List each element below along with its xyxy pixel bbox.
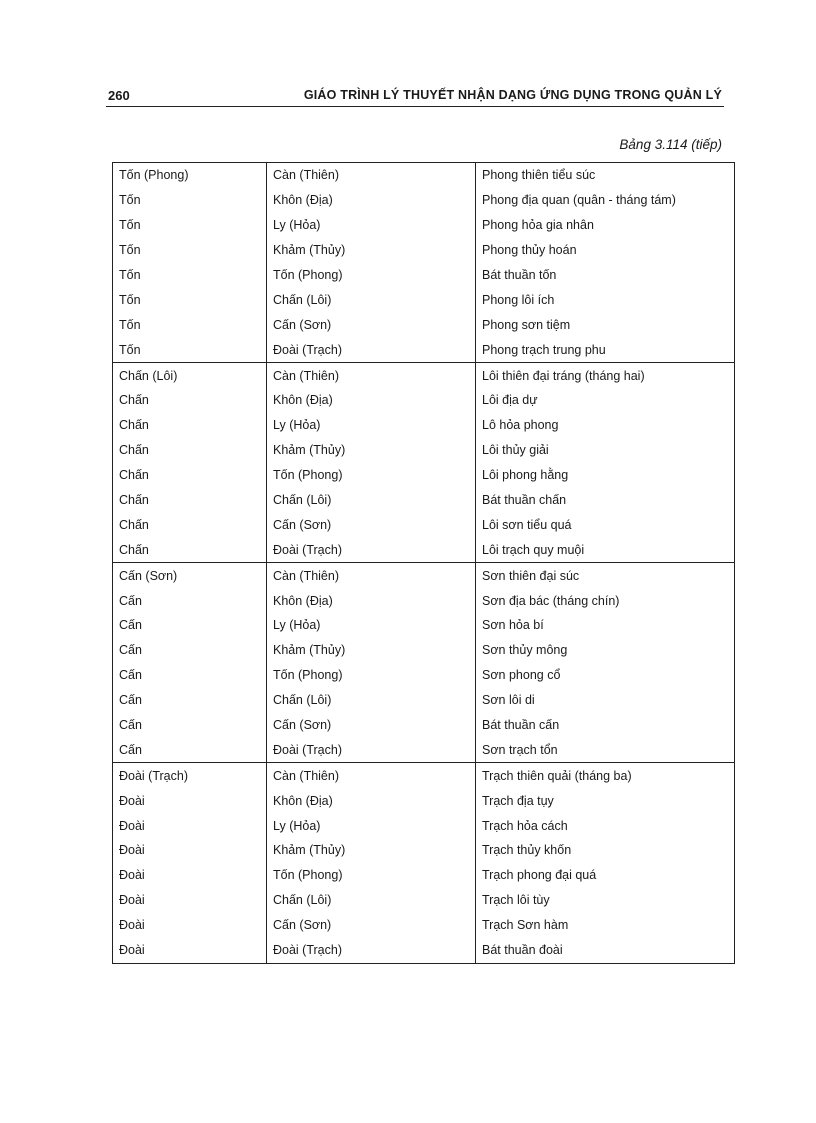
upper-trigram-cell: Cấn xyxy=(113,713,267,738)
hexagram-name-cell: Sơn thiên đại súc xyxy=(476,563,735,588)
lower-trigram-cell: Tốn (Phong) xyxy=(267,863,476,888)
table-row xyxy=(113,838,735,863)
hexagram-name-cell: Lôi trạch quy muội xyxy=(476,537,735,562)
lower-trigram-cell: Càn (Thiên) xyxy=(267,563,476,588)
table-row xyxy=(113,913,735,938)
upper-trigram-cell: Tốn xyxy=(113,263,267,288)
table-row xyxy=(113,413,735,438)
hexagram-name-cell: Sơn địa bác (tháng chín) xyxy=(476,588,735,613)
upper-trigram-cell: Chấn xyxy=(113,512,267,537)
lower-trigram-cell: Khôn (Địa) xyxy=(267,788,476,813)
table-row xyxy=(113,588,735,613)
hexagram-name-cell: Sơn thủy mông xyxy=(476,638,735,663)
upper-trigram-cell: Cấn xyxy=(113,663,267,688)
upper-trigram-cell: Đoài xyxy=(113,813,267,838)
hexagram-name-cell: Bát thuần chấn xyxy=(476,488,735,513)
table-row xyxy=(113,688,735,713)
table-row xyxy=(113,563,735,588)
hexagram-name-cell: Lôi thủy giải xyxy=(476,438,735,463)
hexagram-name-cell: Trạch thiên quải (tháng ba) xyxy=(476,763,735,788)
table-group xyxy=(113,563,735,763)
table-group xyxy=(113,363,735,563)
lower-trigram-cell: Ly (Hỏa) xyxy=(267,413,476,438)
table-row xyxy=(113,238,735,263)
lower-trigram-cell: Đoài (Trạch) xyxy=(267,938,476,963)
hexagram-name-cell: Phong thủy hoán xyxy=(476,238,735,263)
lower-trigram-cell: Cấn (Sơn) xyxy=(267,512,476,537)
table-row xyxy=(113,188,735,213)
hexagram-name-cell: Phong hỏa gia nhân xyxy=(476,213,735,238)
table-row xyxy=(113,788,735,813)
upper-trigram-cell: Chấn xyxy=(113,413,267,438)
upper-trigram-cell: Đoài xyxy=(113,863,267,888)
upper-trigram-cell: Tốn xyxy=(113,287,267,312)
table-row xyxy=(113,388,735,413)
upper-trigram-cell: Tốn xyxy=(113,337,267,362)
lower-trigram-cell: Chấn (Lôi) xyxy=(267,287,476,312)
lower-trigram-cell: Càn (Thiên) xyxy=(267,363,476,388)
page-header xyxy=(106,86,724,107)
upper-trigram-cell: Đoài xyxy=(113,913,267,938)
table-row xyxy=(113,938,735,963)
lower-trigram-cell: Ly (Hỏa) xyxy=(267,613,476,638)
hexagram-name-cell: Bát thuần cấn xyxy=(476,713,735,738)
table-row xyxy=(113,713,735,738)
lower-trigram-cell: Chấn (Lôi) xyxy=(267,688,476,713)
upper-trigram-cell: Đoài xyxy=(113,888,267,913)
lower-trigram-cell: Tốn (Phong) xyxy=(267,263,476,288)
table-row xyxy=(113,438,735,463)
upper-trigram-cell: Chấn xyxy=(113,388,267,413)
hexagram-table xyxy=(112,162,735,964)
table-row xyxy=(113,737,735,762)
lower-trigram-cell: Ly (Hỏa) xyxy=(267,813,476,838)
lower-trigram-cell: Khôn (Địa) xyxy=(267,588,476,613)
upper-trigram-cell: Chấn (Lôi) xyxy=(113,363,267,388)
table-row xyxy=(113,463,735,488)
table-row xyxy=(113,888,735,913)
lower-trigram-cell: Khảm (Thủy) xyxy=(267,838,476,863)
hexagram-name-cell: Trạch phong đại quá xyxy=(476,863,735,888)
hexagram-name-cell: Bát thuần đoài xyxy=(476,938,735,963)
table-row xyxy=(113,312,735,337)
table-row xyxy=(113,337,735,362)
table-row xyxy=(113,213,735,238)
running-title: GIÁO TRÌNH LÝ THUYẾT NHẬN DẠNG ỨNG DỤNG TRONG QUẢN LÝ xyxy=(303,88,722,102)
table-row xyxy=(113,813,735,838)
hexagram-name-cell: Trạch Sơn hàm xyxy=(476,913,735,938)
upper-trigram-cell: Tốn xyxy=(113,238,267,263)
hexagram-name-cell: Sơn lôi di xyxy=(476,688,735,713)
hexagram-name-cell: Phong địa quan (quân - tháng tám) xyxy=(476,188,735,213)
upper-trigram-cell: Đoài xyxy=(113,788,267,813)
lower-trigram-cell: Cấn (Sơn) xyxy=(267,713,476,738)
lower-trigram-cell: Chấn (Lôi) xyxy=(267,888,476,913)
lower-trigram-cell: Khôn (Địa) xyxy=(267,188,476,213)
upper-trigram-cell: Tốn (Phong) xyxy=(113,163,267,188)
lower-trigram-cell: Đoài (Trạch) xyxy=(267,537,476,562)
hexagram-name-cell: Phong sơn tiệm xyxy=(476,312,735,337)
upper-trigram-cell: Cấn (Sơn) xyxy=(113,563,267,588)
lower-trigram-cell: Khảm (Thủy) xyxy=(267,238,476,263)
lower-trigram-cell: Đoài (Trạch) xyxy=(267,737,476,762)
hexagram-name-cell: Sơn hỏa bí xyxy=(476,613,735,638)
lower-trigram-cell: Tốn (Phong) xyxy=(267,663,476,688)
hexagram-name-cell: Lôi địa dự xyxy=(476,388,735,413)
upper-trigram-cell: Cấn xyxy=(113,638,267,663)
lower-trigram-cell: Khảm (Thủy) xyxy=(267,638,476,663)
table-row xyxy=(113,287,735,312)
table-row xyxy=(113,537,735,562)
hexagram-name-cell: Phong trạch trung phu xyxy=(476,337,735,362)
upper-trigram-cell: Đoài (Trạch) xyxy=(113,763,267,788)
hexagram-name-cell: Trạch thủy khốn xyxy=(476,838,735,863)
table-row xyxy=(113,263,735,288)
lower-trigram-cell: Tốn (Phong) xyxy=(267,463,476,488)
table-row xyxy=(113,663,735,688)
hexagram-name-cell: Lôi phong hằng xyxy=(476,463,735,488)
table-group xyxy=(113,763,735,963)
table-row xyxy=(113,512,735,537)
hexagram-name-cell: Lô hỏa phong xyxy=(476,413,735,438)
hexagram-name-cell: Trạch địa tụy xyxy=(476,788,735,813)
upper-trigram-cell: Chấn xyxy=(113,488,267,513)
table-row xyxy=(113,613,735,638)
table-group xyxy=(113,163,735,363)
upper-trigram-cell: Tốn xyxy=(113,213,267,238)
lower-trigram-cell: Cấn (Sơn) xyxy=(267,312,476,337)
hexagram-name-cell: Phong thiên tiểu súc xyxy=(476,163,735,188)
hexagram-name-cell: Trạch hỏa cách xyxy=(476,813,735,838)
upper-trigram-cell: Cấn xyxy=(113,688,267,713)
table-row xyxy=(113,363,735,388)
lower-trigram-cell: Chấn (Lôi) xyxy=(267,488,476,513)
page-number: 260 xyxy=(108,88,130,103)
hexagram-name-cell: Lôi thiên đại tráng (tháng hai) xyxy=(476,363,735,388)
lower-trigram-cell: Càn (Thiên) xyxy=(267,763,476,788)
table-row xyxy=(113,163,735,188)
lower-trigram-cell: Cấn (Sơn) xyxy=(267,913,476,938)
upper-trigram-cell: Cấn xyxy=(113,737,267,762)
hexagram-name-cell: Trạch lôi tùy xyxy=(476,888,735,913)
hexagram-name-cell: Phong lôi ích xyxy=(476,287,735,312)
hexagram-name-cell: Sơn trạch tổn xyxy=(476,737,735,762)
lower-trigram-cell: Càn (Thiên) xyxy=(267,163,476,188)
hexagram-name-cell: Bát thuần tốn xyxy=(476,263,735,288)
lower-trigram-cell: Khôn (Địa) xyxy=(267,388,476,413)
table-row xyxy=(113,638,735,663)
table-caption: Bảng 3.114 (tiếp) xyxy=(619,137,722,152)
lower-trigram-cell: Khảm (Thủy) xyxy=(267,438,476,463)
lower-trigram-cell: Ly (Hỏa) xyxy=(267,213,476,238)
upper-trigram-cell: Cấn xyxy=(113,613,267,638)
upper-trigram-cell: Đoài xyxy=(113,838,267,863)
lower-trigram-cell: Đoài (Trạch) xyxy=(267,337,476,362)
table-row xyxy=(113,763,735,788)
upper-trigram-cell: Tốn xyxy=(113,312,267,337)
table-row xyxy=(113,488,735,513)
upper-trigram-cell: Tốn xyxy=(113,188,267,213)
upper-trigram-cell: Đoài xyxy=(113,938,267,963)
upper-trigram-cell: Chấn xyxy=(113,537,267,562)
hexagram-name-cell: Lôi sơn tiểu quá xyxy=(476,512,735,537)
upper-trigram-cell: Chấn xyxy=(113,438,267,463)
table-row xyxy=(113,863,735,888)
upper-trigram-cell: Chấn xyxy=(113,463,267,488)
hexagram-name-cell: Sơn phong cổ xyxy=(476,663,735,688)
upper-trigram-cell: Cấn xyxy=(113,588,267,613)
